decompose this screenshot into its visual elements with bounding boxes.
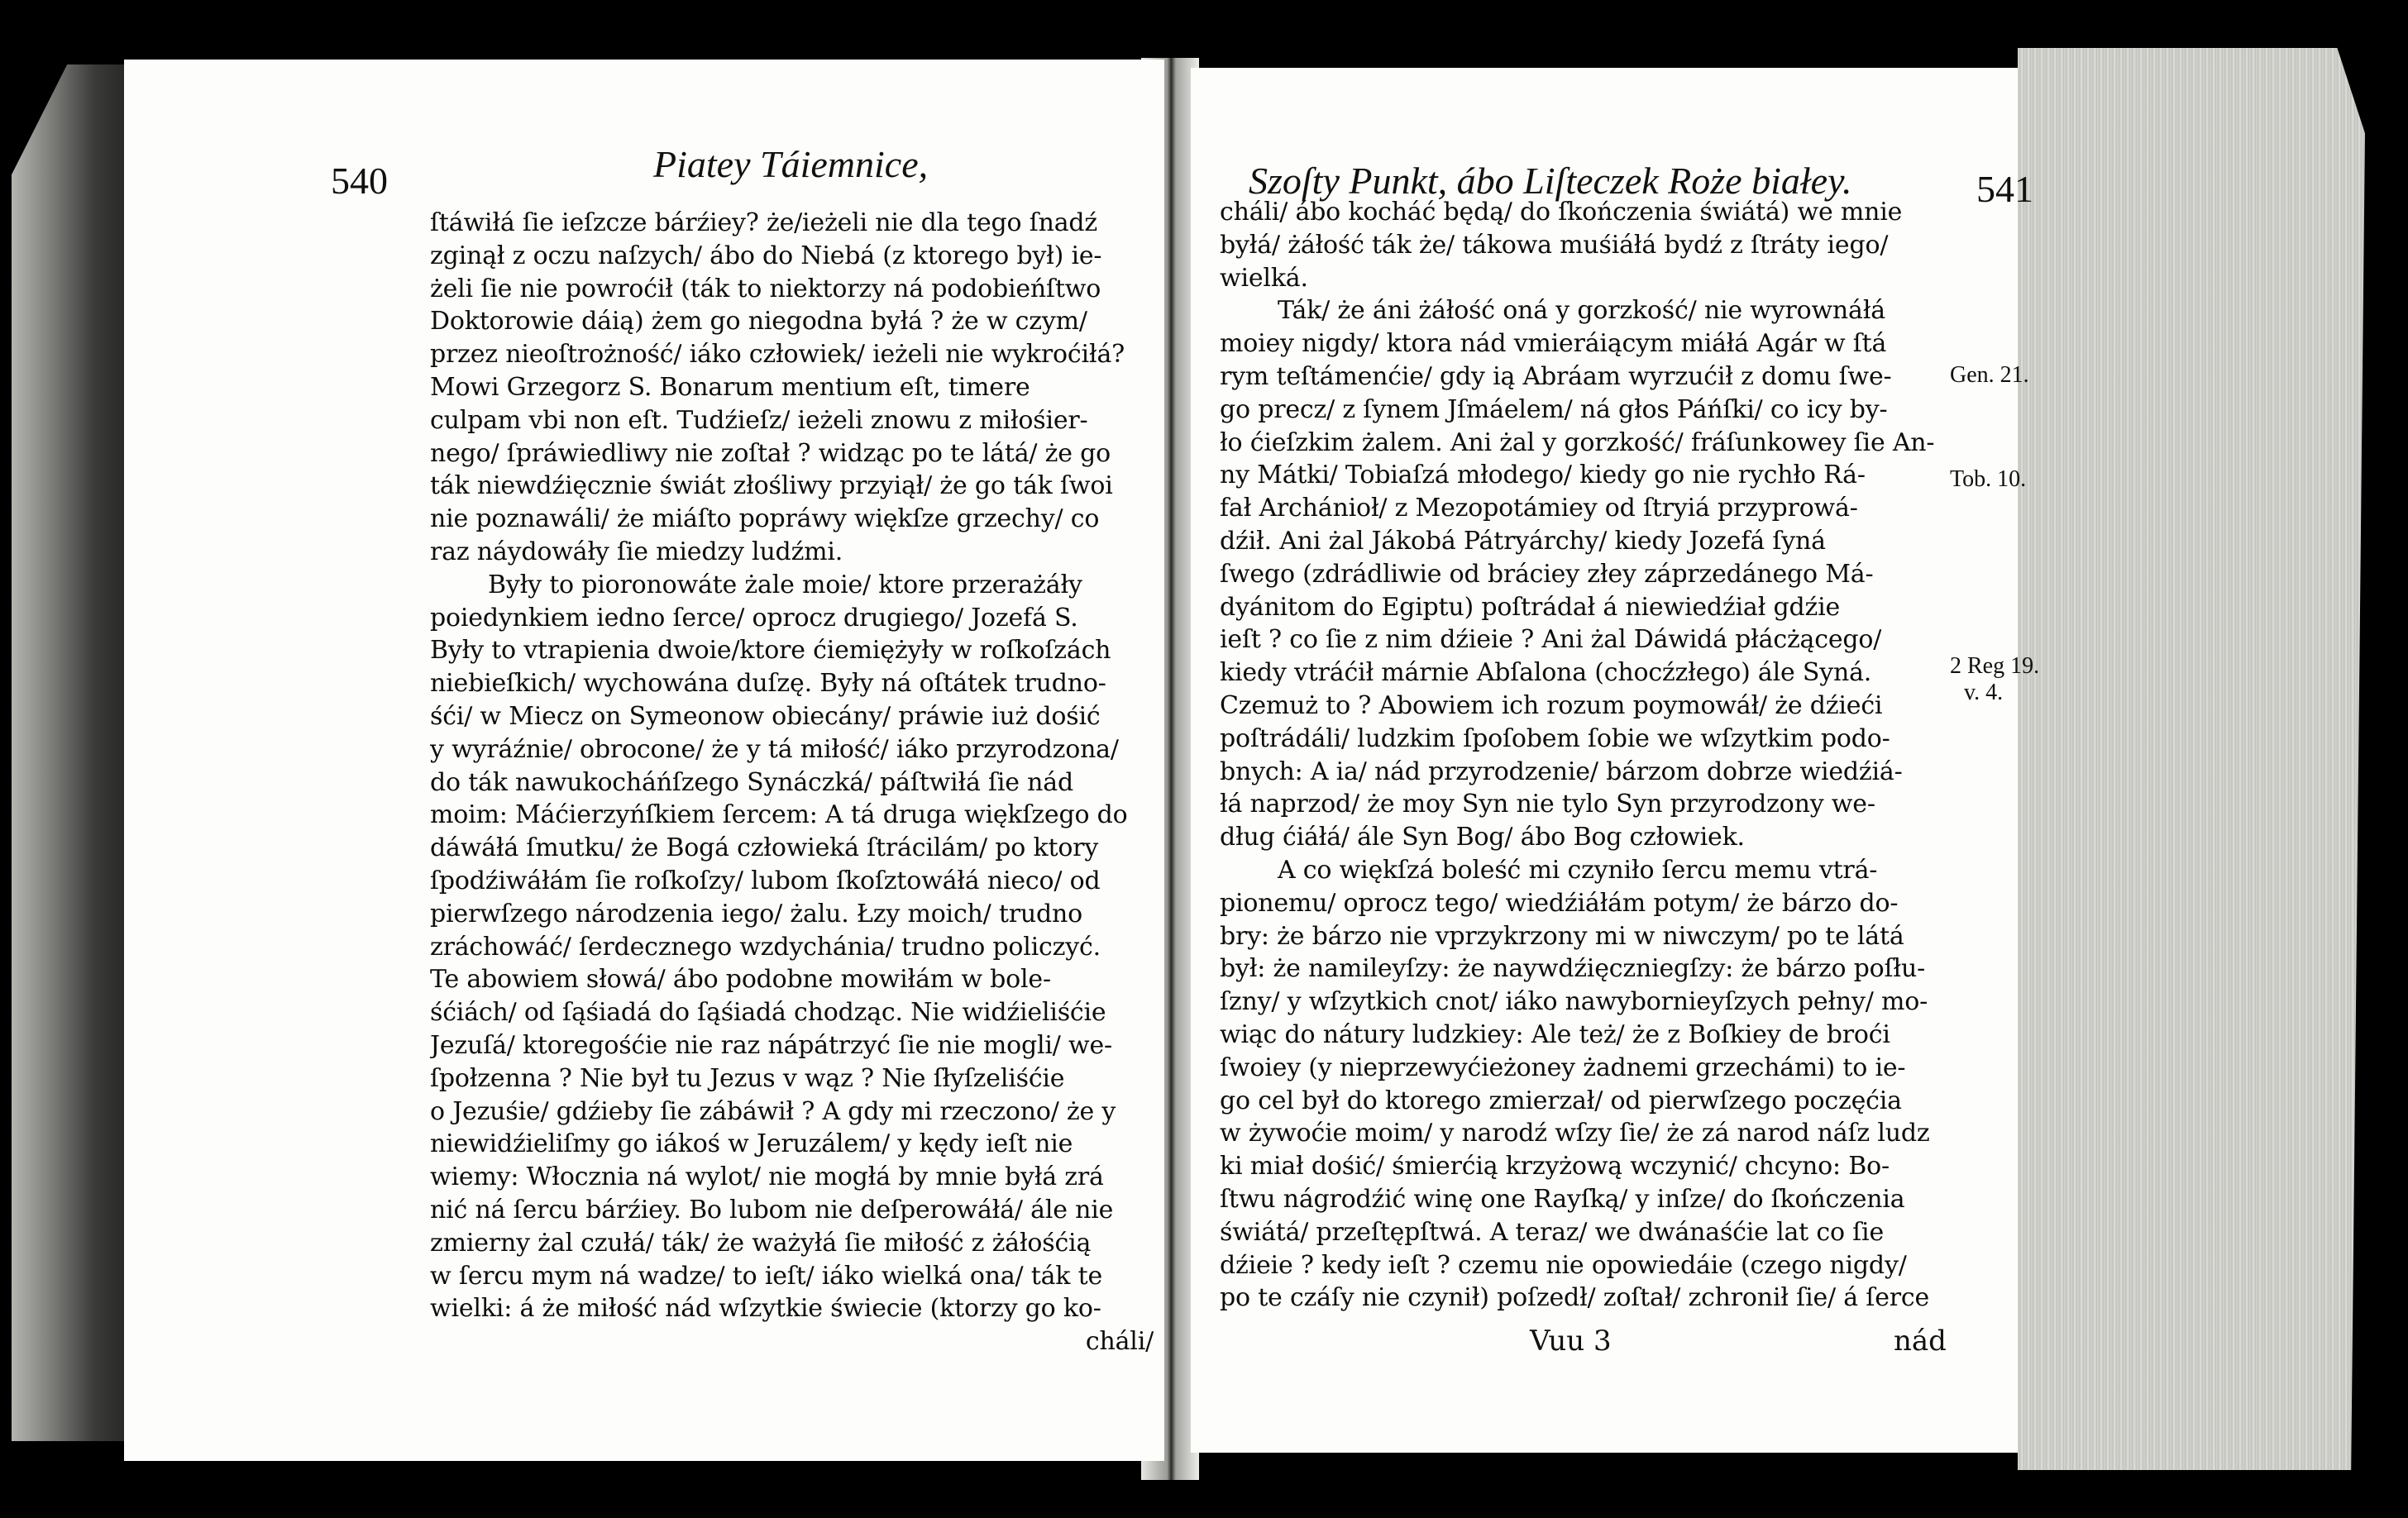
text-line: raz náydowáły ſie miedzy ludźmi. [430, 537, 843, 566]
text-line: dáwáłá ſmutku/ że Bogá człowieká ſtrácilám/ po ktory [430, 833, 1099, 863]
right-text-column [1220, 196, 1964, 1315]
text-line: nić ná ſercu bárźiey. Bo lubom nie deſperowáłá/ ále nie [430, 1195, 1114, 1224]
text-line: śćiách/ od ſąśiadá do ſąśiadá chodząc. Nie widźieliśćie [430, 998, 1106, 1028]
text-line: moim: Máćierzyńſkiem ſercem: A tá druga więkſzego do [430, 800, 1128, 830]
text-line: fał Archánioł/ z Mezopotámiey od ſtryiá przyprowá- [1220, 494, 1858, 523]
right-running-head: Szoſty Punkt, ábo Liſteczek Roże białey. [1249, 160, 1852, 202]
text-line: do ták nawukocháńſzego Synáczká/ páſtwiłá ſie nád [430, 767, 1073, 797]
text-line: pierwſzego národzenia iego/ żalu. Łzy moich/ trudno [430, 899, 1083, 928]
right-page [1191, 68, 2040, 1453]
text-line: dźieie ? kedy ieſt ? czemu nie opowiedáie (czego nigdy/ [1220, 1250, 1907, 1280]
text-line: w żywoćie moim/ y narodź wſzy ſie/ że zá narod náſz ludz [1220, 1119, 1930, 1148]
text-line: zmierny żal czułá/ ták/ że ważyłá ſie miłość z żáłośćią [430, 1228, 1092, 1258]
text-line: kiedy vtráćił márnie Abſalona (chocźzłego) ále Syná. [1220, 658, 1872, 688]
text-line: moiey nigdy/ ktora nád vmieráiącym miáłá Agár w ſtá [1220, 329, 1887, 359]
text-line: ſpodźiwáłám ſie roſkoſzy/ lubom ſkoſztowáłá nieco/ od [430, 866, 1101, 895]
text-line: zginął z oczu naſzych/ ábo do Niebá (z ktorego był) ie- [430, 241, 1102, 270]
text-line: wiąc do nátury ludzkiey: Ale też/ że z Boſkiey de broći [1220, 1019, 1890, 1049]
text-line: niewidźieliſmy go iákoś w Jeruzálem/ y kędy ieſt nie [430, 1129, 1073, 1159]
text-line: w ſercu mym ná wadze/ to ieſt/ iáko wielká ona/ ták te [430, 1261, 1103, 1291]
text-line: Czemuż to ? Abowiem ich rozum poymowáł/ że dźieći [1220, 690, 1883, 720]
text-line: go precz/ z ſynem Jſmáelem/ ná głos Páńſki/ co icy by- [1220, 394, 1888, 424]
text-line: śći/ w Miecz on Symeonow obiecány/ práwie iuż dośić [430, 701, 1101, 731]
text-line: Były to pioronowáte żale moie/ ktore przerażáły [488, 570, 1082, 599]
text-line: go cel był do ktorego zmierzał/ od pierwſzego poczęćia [1220, 1086, 1902, 1115]
text-line: łá naprzod/ że moy Syn nie tylo Syn przyrodzony we- [1220, 790, 1875, 819]
text-line: świátá/ przeſtępſtwá. A teraz/ we dwánaśćie lat co ſie [1220, 1217, 1884, 1247]
left-page-number: 540 [331, 160, 388, 202]
text-line: ieſt ? co ſie z nim dźieie ? Ani żal Dáwidá płácżącego/ [1220, 625, 1882, 655]
text-line: bry: że bárzo nie vprzykrzony mi w niwczym/ po te látá [1220, 921, 1904, 951]
text-line: Były to vtrapienia dwoie/ktore ćiemiężyły w roſkoſzách [430, 636, 1111, 666]
text-line: ſpołzenna ? Nie był tu Jezus v wąz ? Nie ſłyſzeliśćie [430, 1063, 1065, 1093]
text-line: niebieſkich/ wychowána duſzę. Były ná oſtátek trudno- [430, 669, 1106, 699]
text-line: y wyráźnie/ obrocone/ że y tá miłość/ iáko przyrodzona/ [430, 734, 1119, 764]
text-line: dźił. Ani żal Jákobá Pátryárchy/ kiedy Jozefá ſyná [1220, 526, 1826, 556]
text-line: Te abowiem słowá/ ábo podobne mowiłám w bole- [430, 965, 1051, 995]
text-line: A co więkſzá boleść mi czyniło ſercu memu vtrá- [1278, 855, 1878, 885]
text-line: rym teſtámenćie/ gdy ią Abráam wyrzućił z domu ſwe- [1220, 361, 1892, 391]
text-line: dług ćiáłá/ ále Syn Bog/ ábo Bog człowiek. [1220, 823, 1745, 852]
text-line: poiedynkiem iedno ſerce/ oprocz drugiego/ Jozefá S. [430, 603, 1078, 632]
text-line: żeli ſie nie powroćił (ták to niektorzy ná podobieńſtwo [430, 274, 1101, 303]
text-line: culpam vbi non eſt. Tudźieſz/ ieżeli znowu z miłośier- [430, 405, 1088, 435]
margin-note-tob: Tob. 10. [1950, 466, 2027, 492]
text-line: był: że namileyſzy: że naywdźięczniegſzy: że bárzo poſłu- [1220, 954, 1926, 984]
text-line: nego/ ſpráwiedliwy nie zoſtał ? widząc po te látá/ że go [430, 438, 1111, 468]
signature-mark: Vuu 3 [1530, 1325, 1612, 1358]
text-line: Doktorowie dáią) żem go niegodna byłá ? że w czym/ [430, 307, 1087, 337]
text-line: bnych: A ia/ nád przyrodzenie/ bárzom dobrze wiedźiá- [1220, 757, 1903, 786]
text-line: o Jezuśie/ gdźieby ſie zábáwił ? A gdy mi rzeczono/ że y [430, 1096, 1116, 1126]
text-line: Ták/ że áni żáłość oná y gorzkość/ nie wyrownáłá [1278, 296, 1885, 326]
text-line: ták niewdźięcznie świát złośliwy przyiął/ że go ták ſwoi [430, 471, 1113, 501]
margin-note-verse: v. 4. [1964, 680, 2004, 705]
text-line: ſzny/ y wſzytkich cnot/ iáko nawybornieyſzych pełny/ mo- [1220, 987, 1928, 1017]
text-line: ſtwu nágrodźić winę one Rayſką/ y inſze/ do ſkończenia [1220, 1184, 1905, 1214]
left-text-column [430, 207, 1154, 1358]
text-line: ſwego (zdrádliwie od bráciey złey záprzedánego Má- [1220, 559, 1874, 589]
text-line: pionemu/ oprocz tego/ wiedźiáłám potym/ że bárzo do- [1220, 888, 1899, 918]
text-line: wielká. [1220, 263, 1308, 293]
text-line: ki miał dośić/ śmierćią krzyżową wczynić/ chcyno: Bo- [1220, 1152, 1890, 1181]
margin-note-reg: 2 Reg 19. [1950, 653, 2040, 679]
text-line: ło ćieſzkim żalem. Ani żal y gorzkość/ fráſunkowey ſie An- [1220, 427, 1935, 457]
text-line: ſwoiey (y nieprzewyćieżoney żadnemi grzechámi) to ie- [1220, 1053, 1906, 1082]
catchword: cháli/ [1085, 1327, 1154, 1357]
text-line: wielki: á że miłość nád wſzytkie świecie (ktorzy go ko- [430, 1294, 1101, 1324]
text-line: byłá/ żáłość ták że/ tákowa muśiáłá bydź z ſtráty iego/ [1220, 230, 1889, 260]
left-page [124, 60, 1164, 1461]
right-book-edge [2018, 48, 2365, 1470]
catchword: nád [1894, 1325, 1947, 1358]
text-line: poſtrádáli/ ludzkim ſpoſobem ſobie we wſzytkim podo- [1220, 723, 1890, 753]
text-line: Mowi Grzegorz S. Bonarum mentium eſt, timere [430, 372, 1030, 402]
text-line: ſtáwiłá ſie ieſzcze bárźiey? że/ieżeli nie dla tego ſnadź [430, 208, 1098, 237]
text-line: dyánitom do Egiptu) poſtrádał á niewiedźiał gdźie [1220, 592, 1841, 622]
right-page-number: 541 [1976, 168, 2033, 210]
text-line: nie poznawáli/ że miáſto popráwy więkſze grzechy/ co [430, 504, 1100, 534]
left-running-head: Piatey Táiemnice, [653, 143, 929, 185]
margin-note-gen: Gen. 21. [1950, 362, 2029, 388]
text-line: po te czáſy nie czynił) poſzedł/ zoſtał/ zchronił ſie/ á ſerce [1220, 1283, 1930, 1313]
text-line: przez nieoſtrożność/ iáko człowiek/ ieżeli nie wykroćiłá? [430, 340, 1125, 370]
text-line: zráchowáć/ ſerdecznego wzdychánia/ trudno policzyć. [430, 932, 1101, 962]
text-line: wiemy: Włocznia ná wylot/ nie mogłá by mnie byłá zrá [430, 1162, 1104, 1192]
text-line: Jezuſá/ ktoregośćie nie raz nápátrzyć ſie nie mogli/ we- [430, 1030, 1112, 1060]
text-line: ny Mátki/ Tobiaſzá młodego/ kiedy go nie rychło Rá- [1220, 461, 1866, 490]
text-line: cháli/ ábo kocháć będą/ do ſkończenia świátá) we mnie [1220, 198, 1903, 227]
